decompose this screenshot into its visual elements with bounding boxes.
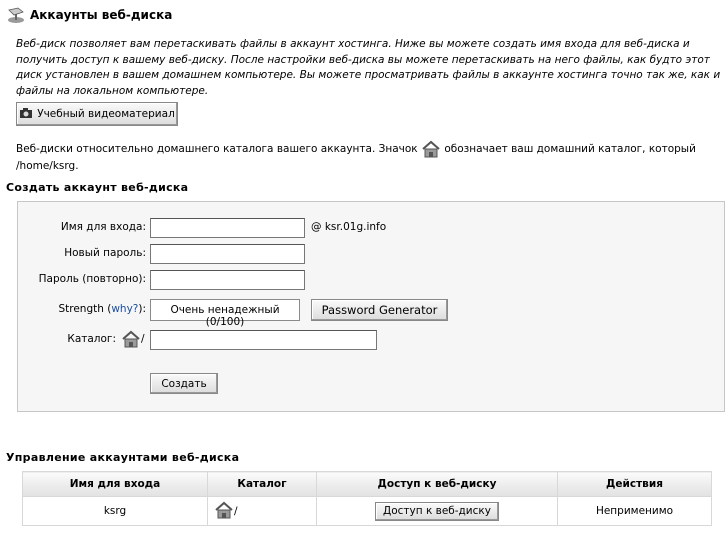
web-disk-icon xyxy=(6,7,26,25)
strength-label: Strength (why?): xyxy=(58,303,146,315)
create-heading: Создать аккаунт веб-диска xyxy=(6,181,189,194)
strength-score: (0/100) xyxy=(205,316,245,328)
column-header-login[interactable]: Имя для входа xyxy=(23,472,208,497)
login-label: Имя для входа: xyxy=(60,221,146,233)
home-directory-info xyxy=(16,140,716,174)
row-access-cell xyxy=(317,497,558,526)
home-icon xyxy=(214,501,234,522)
password-repeat-input[interactable] xyxy=(150,270,305,290)
home-icon xyxy=(421,140,441,158)
table-header-row xyxy=(23,472,712,497)
access-web-disk-button[interactable]: Доступ к веб-диску xyxy=(375,502,499,521)
password-input[interactable] xyxy=(150,244,305,264)
dir-info-text-2: обозначает ваш домашний каталог, который /home/ksrg. xyxy=(16,143,696,172)
camera-icon xyxy=(19,107,33,122)
intro-text: Веб-диск позволяет вам перетаскивать файлы в аккаунт хостинга. Ниже вы можете создать имя входа для веб-диска и получить доступ к вашему веб-диску. После настройки веб-диска вы можете перетаскивать на него файлы, как будто этот диск установлен в вашем домашнем компьютере. Вы можете просматривать файлы в аккаунте хостинга точно так же, как и файлы на локальном компьютере. xyxy=(16,38,721,97)
password-repeat-label: Пароль (повторно): xyxy=(38,273,146,285)
row-login: ksrg xyxy=(23,497,208,526)
accounts-table xyxy=(22,471,712,526)
row-directory-path: / xyxy=(234,505,238,517)
manage-heading: Управление аккаунтами веб-диска xyxy=(6,451,240,464)
password-generator-button[interactable]: Password Generator xyxy=(311,299,448,321)
column-header-access: Доступ к веб-диску xyxy=(317,472,558,497)
directory-label: Каталог: xyxy=(67,333,116,345)
create-button[interactable]: Создать xyxy=(150,373,218,394)
why-link[interactable]: why? xyxy=(111,303,139,315)
domain-suffix: @ ksr.01g.info xyxy=(311,221,387,233)
strength-text: Очень ненадежный xyxy=(170,304,280,316)
video-tutorial-button[interactable] xyxy=(16,102,178,126)
dir-info-text: Веб-диски относительно домашнего каталога вашего аккаунта. Значок xyxy=(16,143,418,155)
page-title: Аккаунты веб-диска xyxy=(30,8,173,22)
login-input[interactable] xyxy=(150,218,305,238)
directory-input[interactable] xyxy=(150,330,377,350)
directory-slash: / xyxy=(141,333,145,345)
column-header-actions: Действия xyxy=(558,472,712,497)
video-tutorial-label: Учебный видеоматериал xyxy=(37,108,175,120)
column-header-directory[interactable]: Каталог xyxy=(208,472,317,497)
password-label: Новый пароль: xyxy=(64,247,146,259)
row-actions: Неприменимо xyxy=(558,497,712,526)
table-row xyxy=(23,497,712,526)
password-strength-meter xyxy=(150,299,300,328)
home-icon xyxy=(121,330,141,352)
row-directory xyxy=(208,497,317,526)
